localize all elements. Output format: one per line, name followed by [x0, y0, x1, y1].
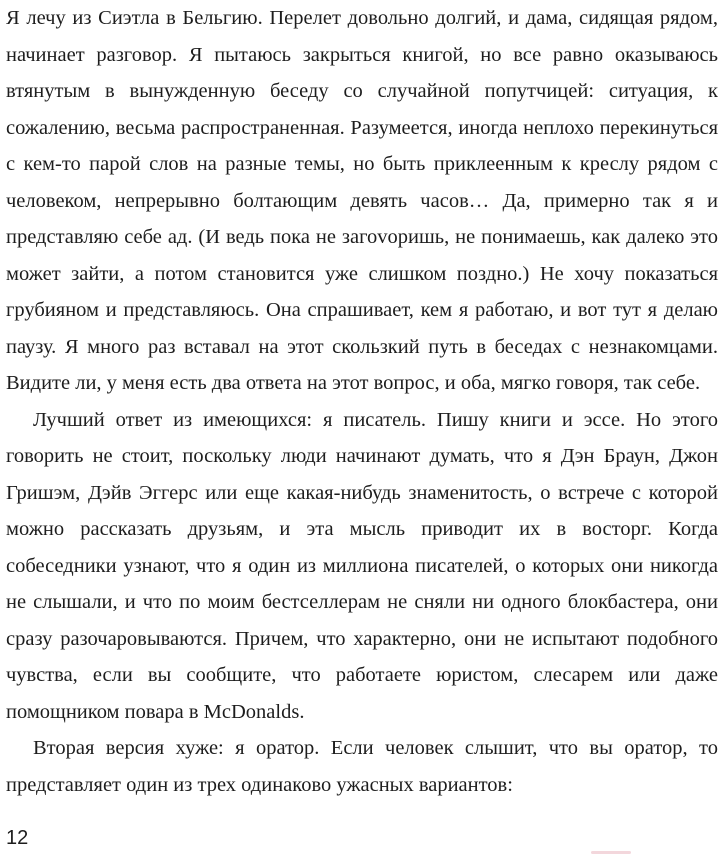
corner-mark: [591, 851, 631, 854]
body-text: [6, 0, 718, 803]
paragraph: Лучший ответ из имеющихся: я писатель. Пишу книги и эссе. Но этого говорить не стоит, поскольку люди начинают думать, что я Дэн Браун, Джон Гришэм, Дэйв Эггерс или еще какая-нибудь знаменитость, о встрече с которой можно рассказать друзьям, и эта мысль приводит их в восторг. Когда собеседники узнают, что я один из миллиона писателей, о которых они никогда не слышали, и что по моим бестселлерам не сняли ни одного блокбастера, они сразу разочаровываются. Причем, что характерно, они не испытают подобного чувства, если вы сообщите, что работаете юристом, слесарем или даже помощником повара в McDonalds.: [6, 408, 718, 723]
paragraph: Вторая версия хуже: я оратор. Если человек слышит, что вы оратор, то представляет один из трех одинаково ужасных вариантов:: [6, 737, 718, 796]
page-number: 12: [6, 827, 29, 849]
paragraph: Я лечу из Сиэтла в Бельгию. Перелет довольно долгий, и дама, сидящая рядом, начинает разговор. Я пытаюсь закрыться книгой, но все равно оказываюсь втянутым в вынужденную беседу со случайной попутчицей: ситуация, к сожалению, весьма распространенная. Разумеется, иногда неплохо перекинуться с кем-то парой слов на разные темы, но быть приклеенным к креслу рядом с человеком, непрерывно болтающим девять часов… Да, примерно так я и представляю себе ад. (И ведь пока не загоvоришь, не понимаешь, как далеко это может зайти, а потом становится уже слишком поздно.) Не хочу показаться грубияном и представляюсь. Она спрашивает, кем я работаю, и вот тут я делаю паузу. Я много раз вставал на этот скользкий путь в беседах с незнакомцами. Видите ли, у меня есть два ответа на этот вопрос, и оба, мягко говоря, так себе.: [6, 7, 718, 394]
